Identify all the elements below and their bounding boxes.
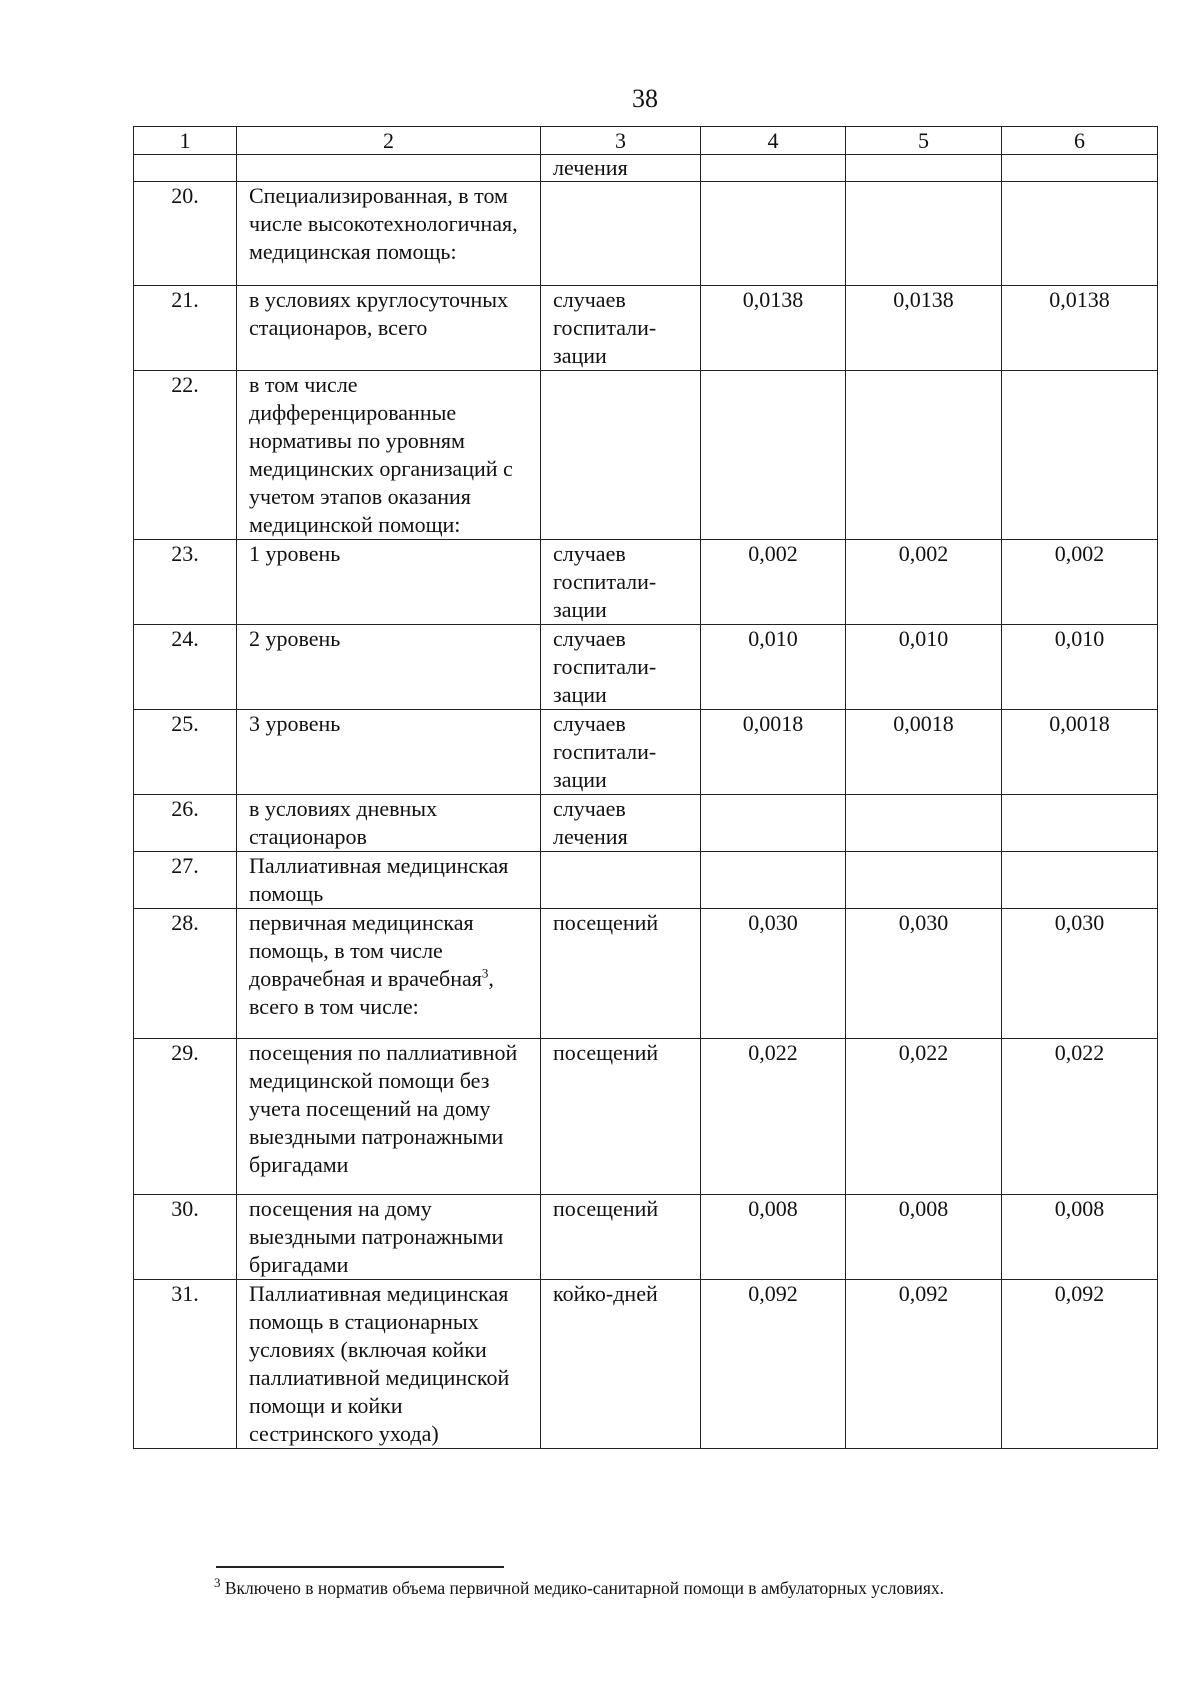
row-value-5: 0,002 <box>846 540 1002 625</box>
row-value-4: 0,010 <box>701 625 846 710</box>
row-value-4: 0,092 <box>701 1280 846 1449</box>
row-value-4: 0,008 <box>701 1195 846 1280</box>
header-cell: 3 <box>541 127 701 155</box>
row-value-5: 0,010 <box>846 625 1002 710</box>
table-header-row <box>134 127 1158 155</box>
row-number: 27. <box>134 852 237 909</box>
row-name <box>237 155 541 182</box>
row-value-6 <box>1002 155 1158 182</box>
row-name: 3 уровень <box>237 710 541 795</box>
table-row <box>134 1280 1158 1449</box>
row-name: 2 уровень <box>237 625 541 710</box>
row-unit <box>541 182 701 286</box>
footnote-separator <box>216 1566 504 1568</box>
table-row <box>134 540 1158 625</box>
row-unit: случаев госпитали-зации <box>541 286 701 371</box>
row-value-6: 0,030 <box>1002 909 1158 1039</box>
row-value-6: 0,0138 <box>1002 286 1158 371</box>
row-name-tail: , всего в том числе: <box>249 966 494 1019</box>
footnote <box>214 1575 1114 1599</box>
row-unit: лечения <box>541 155 701 182</box>
header-cell: 2 <box>237 127 541 155</box>
row-number: 30. <box>134 1195 237 1280</box>
row-unit <box>541 852 701 909</box>
row-name: в условиях дневных стационаров <box>237 795 541 852</box>
row-number: 24. <box>134 625 237 710</box>
row-value-6: 0,092 <box>1002 1280 1158 1449</box>
row-value-5 <box>846 155 1002 182</box>
row-number: 23. <box>134 540 237 625</box>
continuation-row <box>134 155 1158 182</box>
row-value-5: 0,0138 <box>846 286 1002 371</box>
row-value-4 <box>701 155 846 182</box>
row-value-4: 0,002 <box>701 540 846 625</box>
row-number: 20. <box>134 182 237 286</box>
normative-table <box>133 126 1158 1449</box>
row-value-6: 0,002 <box>1002 540 1158 625</box>
row-value-6 <box>1002 371 1158 540</box>
row-unit: случаев госпитали-зации <box>541 710 701 795</box>
row-unit <box>541 371 701 540</box>
row-value-4 <box>701 182 846 286</box>
row-name: 1 уровень <box>237 540 541 625</box>
row-value-5: 0,0018 <box>846 710 1002 795</box>
row-number: 31. <box>134 1280 237 1449</box>
table-row <box>134 286 1158 371</box>
row-name-text: первичная медицинская помощь, в том числе доврачебная и врачебная <box>249 910 482 991</box>
table-row <box>134 182 1158 286</box>
footnote-text: Включено в норматив объема первичной медико-санитарной помощи в амбулаторных условиях. <box>224 1578 945 1598</box>
table-row <box>134 710 1158 795</box>
table-row <box>134 371 1158 540</box>
row-unit: случаев госпитали-зации <box>541 625 701 710</box>
row-name: Специализированная, в том числе высокотехнологичная, медицинская помощь: <box>237 182 541 286</box>
row-name <box>237 909 541 1039</box>
table-row <box>134 909 1158 1039</box>
row-unit: посещений <box>541 1039 701 1195</box>
row-value-5 <box>846 795 1002 852</box>
row-number: 29. <box>134 1039 237 1195</box>
table-row <box>134 1039 1158 1195</box>
row-value-6 <box>1002 182 1158 286</box>
row-unit: случаев лечения <box>541 795 701 852</box>
table-row <box>134 795 1158 852</box>
header-cell: 6 <box>1002 127 1158 155</box>
table-row <box>134 852 1158 909</box>
row-number: 21. <box>134 286 237 371</box>
row-unit: посещений <box>541 909 701 1039</box>
header-cell: 5 <box>846 127 1002 155</box>
row-number: 22. <box>134 371 237 540</box>
row-number: 25. <box>134 710 237 795</box>
row-value-4 <box>701 795 846 852</box>
row-value-4: 0,030 <box>701 909 846 1039</box>
row-name: посещения на дому выездными патронажными бригадами <box>237 1195 541 1280</box>
page-number: 38 <box>632 84 658 113</box>
row-name: в условиях круглосуточных стационаров, всего <box>237 286 541 371</box>
row-value-5 <box>846 371 1002 540</box>
row-unit: случаев госпитали-зации <box>541 540 701 625</box>
header-cell: 4 <box>701 127 846 155</box>
row-value-6: 0,0018 <box>1002 710 1158 795</box>
row-value-5 <box>846 182 1002 286</box>
row-value-4 <box>701 371 846 540</box>
row-name: Паллиативная медицинская помощь в стационарных условиях (включая койки паллиативной медицинской помощи и койки сестринского ухода) <box>237 1280 541 1449</box>
row-name: в том числе дифференцированные нормативы по уровням медицинских организаций с учетом этапов оказания медицинской помощи: <box>237 371 541 540</box>
row-value-6 <box>1002 795 1158 852</box>
row-value-4: 0,022 <box>701 1039 846 1195</box>
row-name: Паллиативная медицинская помощь <box>237 852 541 909</box>
row-unit: посещений <box>541 1195 701 1280</box>
row-value-6 <box>1002 852 1158 909</box>
row-value-6: 0,008 <box>1002 1195 1158 1280</box>
row-number: 28. <box>134 909 237 1039</box>
row-value-5 <box>846 852 1002 909</box>
table-row <box>134 1195 1158 1280</box>
row-value-6: 0,010 <box>1002 625 1158 710</box>
row-value-4: 0,0138 <box>701 286 846 371</box>
row-value-5: 0,092 <box>846 1280 1002 1449</box>
header-cell: 1 <box>134 127 237 155</box>
row-value-5: 0,022 <box>846 1039 1002 1195</box>
row-value-5: 0,030 <box>846 909 1002 1039</box>
row-number <box>134 155 237 182</box>
table-row <box>134 625 1158 710</box>
row-value-5: 0,008 <box>846 1195 1002 1280</box>
footnote-reference: 3 <box>481 965 489 981</box>
row-value-6: 0,022 <box>1002 1039 1158 1195</box>
footnote-marker: 3 <box>214 1575 221 1591</box>
row-name: посещения по паллиативной медицинской помощи без учета посещений на дому выездными патронажными бригадами <box>237 1039 541 1195</box>
row-value-4 <box>701 852 846 909</box>
row-value-4: 0,0018 <box>701 710 846 795</box>
row-unit: койко-дней <box>541 1280 701 1449</box>
row-number: 26. <box>134 795 237 852</box>
